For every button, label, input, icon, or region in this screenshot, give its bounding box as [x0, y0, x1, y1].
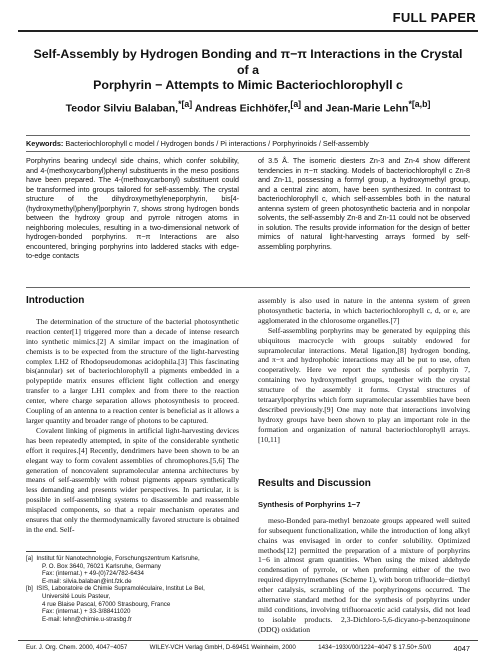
right-paragraph-1: assembly is also used in nature in the antenna system of green photosynthetic bacteria, in which bacteriochlorophyll c, d, or e, are agglomerated in the chlorosome organelles.[7] — [258, 296, 470, 325]
abstract-right: of 3.5 Å. The isomeric diesters Zn-3 and Zn-4 show different tendencies in π−π stacking. Models of bacteriochlorophyll c Zn-8 and Zn-11, possessing a formyl group, a hydroxymethyl group, and a central zinc atom, have been synthesized. In contrast to bacteriochlorophyll c, which self-assembles both in the natural antenna system of green photosynthetic bacteria and in nonpolar solvents, the self-assembly Zn-8 and Zn-11 could not be observed in solution. The results provide information for the design of better mimics of natural light-harvesting arrays formed by self-assembling porphyrins. — [258, 156, 470, 251]
left-column — [26, 296, 239, 535]
affiliation-a-line-2: P. O. Box 3640, 76021 Karlsruhe, Germany — [42, 562, 161, 570]
results-section — [258, 479, 470, 635]
paper-title — [30, 47, 466, 94]
section-label: FULL PAPER — [392, 10, 476, 25]
keywords-bar — [26, 135, 470, 152]
affiliation-a-label: [a] — [26, 555, 33, 562]
right-column-top — [258, 296, 470, 445]
page-footer — [26, 644, 470, 653]
affiliation-b — [26, 585, 239, 593]
abstract-rule — [26, 287, 470, 288]
author-list — [20, 99, 476, 115]
affiliation-a-line-4: E-mail: silvia.balaban@int.fzk.de — [42, 577, 132, 585]
affiliations-footnote — [26, 555, 239, 623]
author-lehn-affil: *[a,b] — [408, 99, 431, 109]
keywords-label: Keywords: — [26, 139, 64, 148]
keywords-text: Bacteriochlorophyll c model / Hydrogen bonds / Pi interactions / Porphyrinoids / Self-assembly — [65, 139, 369, 148]
intro-heading: Introduction — [26, 295, 85, 306]
footnote-rule — [26, 551, 96, 552]
author-eichhoefer: Andreas Eichhöfer, — [194, 102, 291, 115]
abstract-left: Porphyrins bearing undecyl side chains, which confer solubility, and 4-(methoxycarbonyl)phenyl substituents in the meso positions have been prepared. The 4-(methoxycarbonyl) substituent could be transformed into groups tailored for self-assembly. The crystal structure of the dihydroxymethyleneporphyrin, bis[4-(hydroxymethyl)phenyl]porphyrin 7, shows strong hydrogen bonds between the hydroxy group and pyrrole nitrogen atoms in neighboring molecules, resulting in a two-dimensional network of hydrogen-bonded porphyrins. π−π Interactions are also encountered, bringing porphyrins into laddered stacks with edge-to-edge contacts — [26, 156, 239, 260]
issn-line: 1434−193X/00/1224−4047 $ 17.50+.50/0 — [318, 644, 432, 651]
affiliation-b-label: [b] — [26, 585, 33, 593]
author-balaban-affil: *[a] — [178, 99, 193, 109]
publisher-line: WILEY-VCH Verlag GmbH, D-69451 Weinheim, 2000 — [149, 644, 296, 651]
affiliation-a-line-3: Fax: (internat.) + 49-(0)724/782-6434 — [42, 570, 144, 578]
author-eichhoefer-affil: [a] — [290, 99, 302, 109]
affiliation-a — [26, 555, 239, 563]
affiliation-b-line-3: 4 rue Blaise Pascal, 67000 Strasbourg, France — [42, 600, 171, 608]
page-number: 4047 — [453, 644, 470, 653]
affiliation-b-line-5: E-mail: lehn@chimie.u-strasbg.fr — [42, 615, 132, 623]
intro-paragraph-2: Covalent linking of pigments in artificial light-harvesting devices has been repeatedly attempted, in spite of the considerable synthetic effort it requires.[4] Recently, dendrimers have been shown to be an elegant way to form covalent assemblies of chromophores.[5,6] The generation of noncovalent supramolecular antenna architectures by means of self-assembly with robust pigments appears synthetically less demanding and presents wider perspectives. In particular, it is possible in self-assembling systems to disassemble and reassemble misplaced components, so that a repair mechanism operates and ensures that only the thermodynamically favored structure is obtained in the end. Self- — [26, 425, 239, 534]
affiliation-b-line-2: Université Louis Pasteur, — [42, 592, 111, 600]
affiliation-b-line-4: Fax: (internat.) + 33-3/88411020 — [42, 608, 131, 616]
results-paragraph-1: meso-Bonded para-methyl benzoate groups appeared well suited for subsequent functionalization, while the introduction of long alkyl chains was envisaged in order to confer solubility. Optimized methods[12] permitted the preparation of a mixture of porphyrins 1−6 in almost gram quantities. When using the mixed aldehyde condensation of pyrrole, or when preforming either of the two required dipyrrylmethanes (Scheme 1), with boron trifluoride−diethyl ether catalysis, scrambling of the porphyrinogens occurred. The alternative standard method for the synthesis of porphyrins under mild conditions, involving trifluoroacetic acid catalysis, did not lead to isolable products. 2,3-Dichloro-5,6-dicyano-p-benzoquinone (DDQ) oxidation — [258, 515, 470, 634]
title-line-1: Self-Assembly by Hydrogen Bonding and π−π Interactions in the Crystal of a — [33, 47, 463, 77]
affiliation-b-line-1: ISIS, Laboratoire de Chimie Supramoléculaire, Institut Le Bel, — [36, 585, 205, 593]
title-line-2: Porphyrin − Attempts to Mimic Bacteriochlorophyll c — [93, 78, 403, 92]
author-lehn: and Jean-Marie Lehn — [304, 102, 409, 115]
results-heading: Results and Discussion — [258, 478, 371, 489]
affiliation-a-line-1: Institut für Nanotechnologie, Forschungszentrum Karlsruhe, — [36, 555, 200, 562]
intro-paragraph-1: The determination of the structure of the bacterial photosynthetic reaction center[1] triggered more than a decade of intense research into synthetic mimics.[2] A similar impact on the imagination of chemists is to be expected from the structure of the light-harvesting complex LH2 of Rhodopseudomonas acidophila.[3] This fascinating bis(annular) set of bacteriochlorophyll a pigments embedded in a polypeptide matrix ensures efficient light collection and energy transfer to a larger LH1 complex and from there to the reaction center, where charge separation allows photosynthesis to proceed. Coupling of an antenna to a reaction center is beneficial as it allows a larger quantity and broader range of photons to be captured. — [26, 316, 239, 425]
results-subheading: Synthesis of Porphyrins 1−7 — [258, 499, 361, 509]
author-balaban: Teodor Silviu Balaban, — [65, 102, 179, 115]
header-rule — [18, 30, 478, 32]
right-paragraph-2: Self-assembling porphyrins may be generated by equipping this ubiquitous macrocycle with groups suitably endowed for supramolecular interactions. Metal ligation,[8] hydrogen bonding, and π−π and hydrophobic interactions may all be put to use, often cooperatively. Here we report the synthesis of porphyrin 7, containing two hydroxymethyl groups, together with the crystal structure of the assembly it forms. Crystal structures of tetraarylporphyrins which form supramolecular assemblies have been described previously.[9] One may note that interactions involving hydroxy groups have been shown to play an important role in the formation and organization of natural bacteriochlorophyll arrays.[10,11] — [258, 325, 470, 444]
footer-rule — [18, 640, 478, 641]
journal-citation: Eur. J. Org. Chem. 2000, 4047−4057 — [26, 644, 128, 651]
